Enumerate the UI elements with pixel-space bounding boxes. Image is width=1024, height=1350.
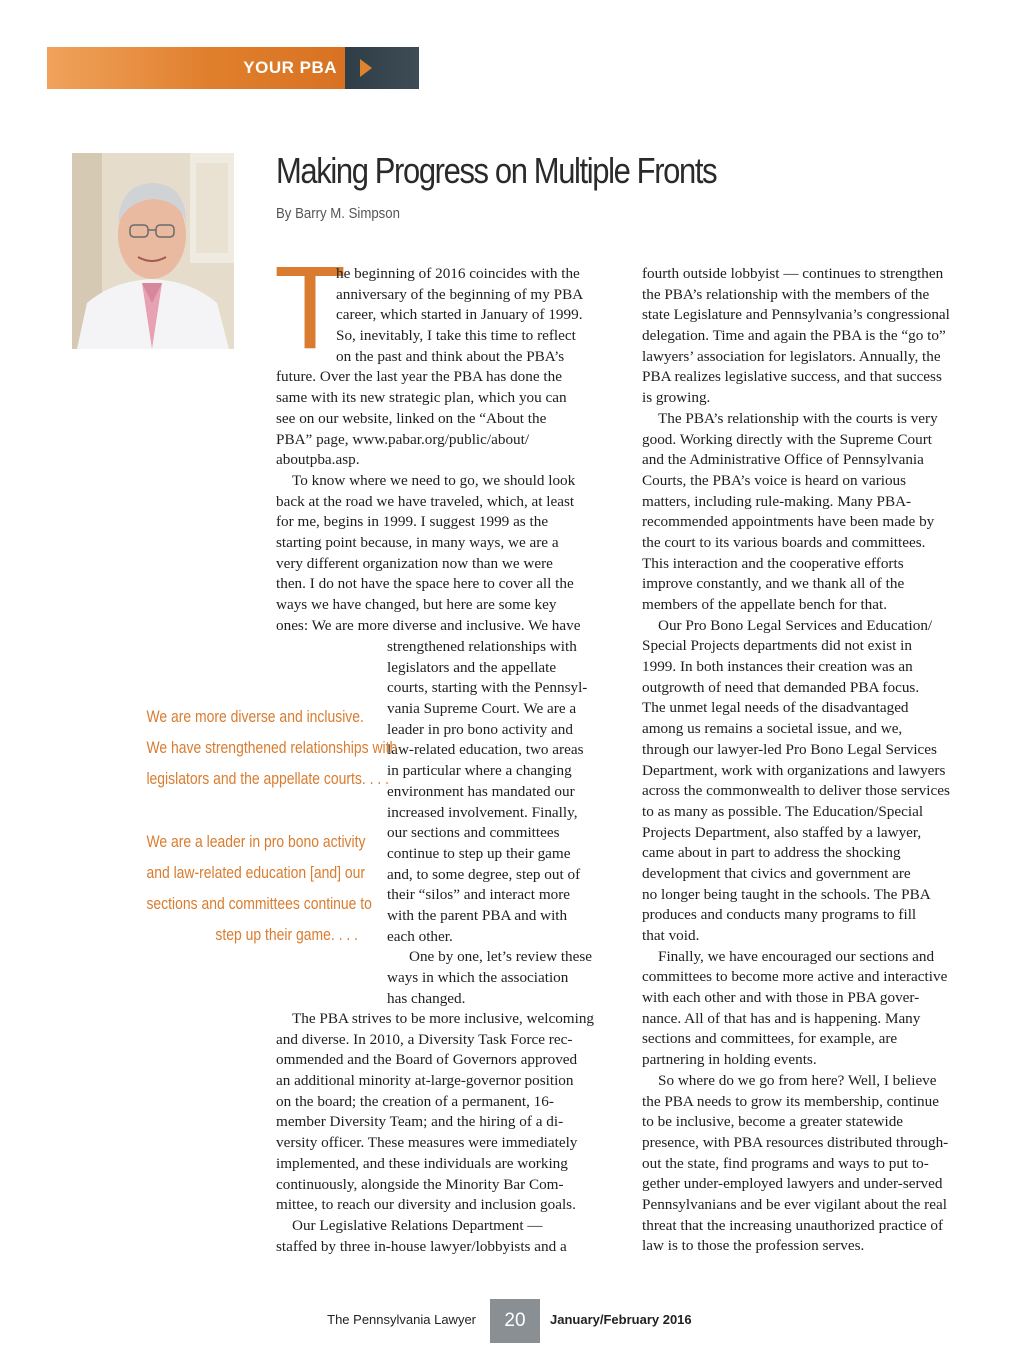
text-line: and, to some degree, step out of [387,865,581,883]
text-line: good. Working directly with the Supreme Court [642,430,932,448]
text-line: their “silos” and interact more [387,886,571,904]
text-line: 1999. In both instances their creation was an [642,658,913,676]
text-line: then. I do not have the space here to cover all the [276,575,574,593]
text-line: PBA” page, www.pabar.org/public/about/ [276,430,530,448]
pull-quote [100,701,398,951]
text-line: has changed. [387,989,466,1007]
text-line: Courts, the PBA’s voice is heard on various [642,471,907,489]
text-line: same with its new strategic plan, which you can [276,389,567,407]
text-line: member Diversity Team; and the hiring of a di- [276,1113,564,1131]
text-line: with each other and with those in PBA gover- [642,989,920,1007]
text-line: committees to become more active and interactive [642,968,948,986]
text-line: with the parent PBA and with [387,906,568,924]
column-1-narrow [387,637,612,1009]
article-title: Making Progress on Multiple Fronts [276,150,717,191]
banner-arrow-area [345,47,419,89]
text-line: starting point because, in many ways, we are a [276,533,559,551]
text-line: PBA realizes legislative success, and that success [642,368,942,386]
text-line: state Legislature and Pennsylvania’s congressional [642,306,950,324]
text-line: law-related education, two areas [387,741,584,759]
chevron-right-icon [359,58,373,78]
author-photo [72,153,234,349]
text-line: increased involvement. Finally, [387,803,578,821]
text-line: versity officer. These measures were immediately [276,1134,578,1152]
text-line: fourth outside lobbyist — continues to strengthen [642,265,944,282]
footer-page-number: 20 [490,1299,540,1343]
text-line: law is to those the profession serves. [642,1237,865,1255]
text-line: the PBA needs to grow its membership, continue [642,1092,939,1110]
footer-issue-date: January/February 2016 [550,1312,692,1327]
text-line: environment has mandated our [387,782,575,800]
text-line: One by one, let’s review these [409,948,593,966]
text-line: an additional minority at-large-governor position [276,1072,574,1090]
drop-cap: T [274,242,347,374]
text-line: This interaction and the cooperative efforts [642,554,904,572]
text-line: members of the appellate bench for that. [642,596,888,613]
text-line: on the past and think about the PBA’s [336,347,565,365]
text-line: The unmet legal needs of the disadvantaged [642,699,909,717]
text-line: implemented, and these individuals are working [276,1154,568,1172]
text-line: career, which started in January of 1999. [336,306,583,324]
text-line: across the commonwealth to deliver those services [642,782,950,800]
pull-quote-line: legislators and the appellate courts. . . . [146,769,389,789]
text-line: sections and committees, for example, are [642,1030,898,1048]
text-line: in particular where a changing [387,762,572,780]
text-line: ommended and the Board of Governors approved [276,1051,578,1069]
pull-quote-line: We are more diverse and inclusive. [146,707,364,726]
text-line: ones: We are more diverse and inclusive. We have [276,616,581,634]
text-line: future. Over the last year the PBA has done the [276,368,562,386]
text-line: the court to its various boards and committees. [642,533,926,551]
text-line: aboutpba.asp. [276,451,360,469]
text-line: ways we have changed, but here are some key [276,596,557,613]
text-line: staffed by three in-house lawyer/lobbyists and a [276,1237,567,1255]
text-line: came about in part to address the shocking [642,844,901,862]
banner-label: YOUR PBA [243,58,337,77]
text-line: So, inevitably, I take this time to reflect [336,327,576,345]
text-line: for me, begins in 1999. I suggest 1999 as the [276,513,549,531]
page-footer [0,1299,1024,1343]
text-line: anniversary of the beginning of my PBA [336,285,584,303]
text-line: mittee, to reach our diversity and inclusion goals. [276,1196,576,1214]
text-line: Pennsylvanians and be ever vigilant about the real [642,1195,947,1213]
text-line: courts, starting with the Pennsyl- [387,679,588,697]
pull-quote-line: and law-related education [and] our [146,862,365,882]
text-line: Our Legislative Relations Department — [292,1216,543,1234]
banner-label-area [47,47,345,89]
text-line: ways in which the association [387,969,569,986]
text-line: and the Administrative Office of Pennsylvania [642,451,924,469]
text-line: Department, work with organizations and lawyers [642,761,946,779]
text-line: no longer being taught in the schools. The PBA [642,885,931,903]
pull-quote-line: We are a leader in pro bono activity [146,831,366,851]
text-line: each other. [387,927,453,945]
text-line: lawyers’ association for legislators. Annually, the [642,347,941,365]
text-line: is growing. [642,389,711,407]
text-line: gether under-employed lawyers and under-served [642,1175,943,1193]
text-line: The PBA strives to be more inclusive, welcoming [292,1010,595,1027]
column-2 [642,264,982,1257]
text-line: our sections and committees [387,824,560,842]
text-line: Finally, we have encouraged our sections and [658,947,935,965]
text-line: To know where we need to go, we should look [292,471,576,489]
text-line: continue to step up their game [387,844,571,862]
text-line: produces and conducts many programs to fill [642,906,917,924]
text-line: continuously, alongside the Minority Bar Com- [276,1175,564,1193]
text-line: the PBA’s relationship with the members of the [642,285,930,303]
text-line: The PBA’s relationship with the courts is very [658,409,938,427]
article-byline: By Barry M. Simpson [276,205,400,222]
text-line: improve constantly, and we thank all of the [642,575,905,593]
text-line: leader in pro bono activity and [387,720,573,738]
footer-magazine-name: The Pennsylvania Lawyer [327,1312,476,1327]
text-line: Projects Department, also staffed by a lawyer, [642,823,922,841]
text-line: vania Supreme Court. We are a [387,700,577,718]
section-banner [47,47,419,89]
text-line: Our Pro Bono Legal Services and Education/ [658,616,933,634]
pull-quote-line: sections and committees continue to [146,894,372,914]
column-1-bottom [276,1009,611,1257]
text-line: very different organization now than we were [276,554,553,572]
text-line: presence, with PBA resources distributed through- [642,1133,949,1151]
text-line: outgrowth of need that demanded PBA focus. [642,678,920,696]
text-line: and diverse. In 2010, a Diversity Task Force rec- [276,1030,573,1048]
pull-quote-line: We have strengthened relationships with [146,738,398,758]
text-line: he beginning of 2016 coincides with the [336,265,580,282]
text-line: back at the road we have traveled, which, at least [276,492,575,510]
text-line: development that civics and government are [642,864,911,882]
text-line: legislators and the appellate [387,658,557,676]
text-line: So where do we go from here? Well, I believe [658,1071,937,1089]
text-line: see on our website, linked on the “About the [276,409,547,427]
text-line: to be inclusive, become a greater statewide [642,1113,904,1131]
column-1-top [276,264,611,636]
text-line: recommended appointments have been made by [642,513,935,531]
text-line: threat that the increasing unauthorized practice of [642,1216,944,1234]
text-line: matters, including rule-making. Many PBA- [642,492,912,510]
text-line: that void. [642,927,700,944]
text-line: on the board; the creation of a permanent, 16- [276,1092,554,1110]
text-line: among us remains a societal issue, and we, [642,720,903,738]
text-line: delegation. Time and again the PBA is the “go to” [642,327,946,345]
text-line: through our lawyer-led Pro Bono Legal Services [642,740,937,758]
text-line: out the state, find programs and ways to put to- [642,1154,929,1172]
text-line: nance. All of that has and is happening. Many [642,1009,921,1027]
text-line: to as many as possible. The Education/Special [642,802,924,820]
text-line: strengthened relationships with [387,638,577,655]
pull-quote-gap [100,795,358,826]
text-line: partnering in holding events. [642,1051,817,1069]
text-line: Special Projects departments did not exist in [642,637,912,655]
pull-quote-line: step up their game. . . . [215,925,358,945]
